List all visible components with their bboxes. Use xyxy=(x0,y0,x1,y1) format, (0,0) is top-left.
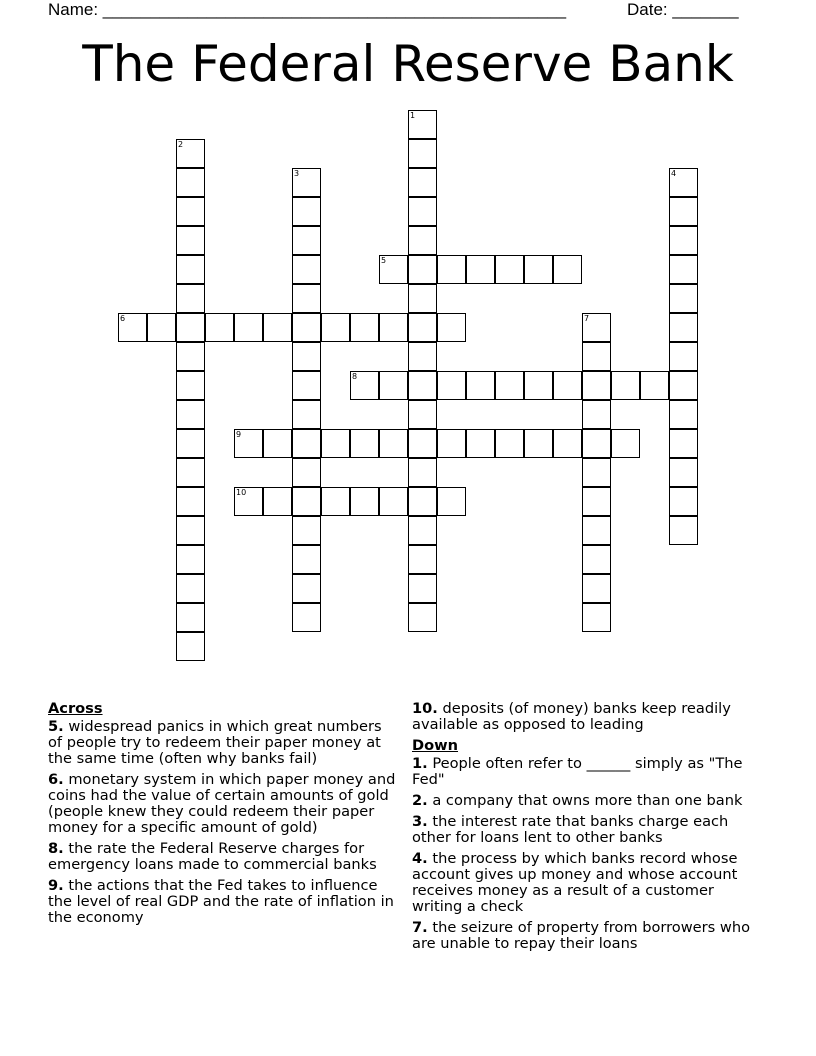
crossword-cell[interactable] xyxy=(669,226,698,255)
crossword-cell[interactable] xyxy=(582,516,611,545)
crossword-cell[interactable] xyxy=(292,226,321,255)
clue-text: monetary system in which paper money and coins had the value of certain amounts of gold (people knew they could redeem their paper money for a specific amount of gold) xyxy=(48,771,396,836)
crossword-cell[interactable] xyxy=(176,255,205,284)
crossword-cell[interactable] xyxy=(292,487,321,516)
crossword-cell[interactable] xyxy=(437,487,466,516)
crossword-cell[interactable] xyxy=(466,371,495,400)
clue-down-7 xyxy=(412,920,757,952)
clues-left-column xyxy=(48,701,400,931)
crossword-cell[interactable] xyxy=(263,429,292,458)
crossword-cell[interactable] xyxy=(176,545,205,574)
crossword-cell[interactable] xyxy=(524,255,553,284)
crossword-cell[interactable] xyxy=(176,603,205,632)
clue-number: 7. xyxy=(412,919,428,936)
crossword-cell[interactable] xyxy=(553,371,582,400)
clue-number-label: 5 xyxy=(381,256,387,265)
crossword-cell[interactable] xyxy=(611,371,640,400)
clue-text: deposits (of money) banks keep readily available as opposed to leading xyxy=(412,700,731,733)
crossword-cell[interactable] xyxy=(147,313,176,342)
crossword-cell[interactable] xyxy=(495,371,524,400)
crossword-cell[interactable] xyxy=(669,371,698,400)
crossword-cell[interactable] xyxy=(234,313,263,342)
crossword-cell[interactable] xyxy=(292,545,321,574)
clue-text: the interest rate that banks charge each other for loans lent to other banks xyxy=(412,813,729,846)
crossword-cell[interactable] xyxy=(408,255,437,284)
crossword-cell[interactable] xyxy=(553,255,582,284)
crossword-cell[interactable] xyxy=(205,313,234,342)
crossword-cell[interactable] xyxy=(176,574,205,603)
crossword-cell[interactable] xyxy=(669,284,698,313)
clue-number: 6. xyxy=(48,771,64,788)
crossword-cell[interactable] xyxy=(437,313,466,342)
clue-number-label: 4 xyxy=(671,169,677,178)
crossword-cell[interactable] xyxy=(408,284,437,313)
clue-text: the actions that the Fed takes to influence the level of real GDP and the rate of inflation in the economy xyxy=(48,877,394,926)
clue-down-1 xyxy=(412,756,757,788)
crossword-cell[interactable] xyxy=(669,429,698,458)
clue-number: 9. xyxy=(48,877,64,894)
crossword-cell[interactable] xyxy=(553,429,582,458)
crossword-cell[interactable] xyxy=(669,255,698,284)
crossword-cell[interactable] xyxy=(408,574,437,603)
crossword-cell[interactable] xyxy=(292,574,321,603)
crossword-cell[interactable] xyxy=(669,342,698,371)
crossword-cell[interactable] xyxy=(582,487,611,516)
crossword-cell[interactable] xyxy=(176,632,205,661)
clues-right-column xyxy=(412,701,757,957)
crossword-cell[interactable] xyxy=(582,458,611,487)
clue-across-8 xyxy=(48,841,400,873)
crossword-cell[interactable] xyxy=(582,371,611,400)
crossword-cell[interactable] xyxy=(582,342,611,371)
clue-number-label: 10 xyxy=(236,488,247,497)
crossword-cell[interactable] xyxy=(582,429,611,458)
crossword-cell[interactable] xyxy=(176,400,205,429)
crossword-cell[interactable] xyxy=(466,429,495,458)
clue-text: the rate the Federal Reserve charges for emergency loans made to commercial banks xyxy=(48,840,377,873)
crossword-cell[interactable] xyxy=(408,168,437,197)
crossword-cell[interactable] xyxy=(176,487,205,516)
clue-number-label: 1 xyxy=(410,111,416,120)
clue-down-2 xyxy=(412,793,757,809)
crossword-cell[interactable] xyxy=(379,429,408,458)
crossword-cell[interactable] xyxy=(379,313,408,342)
clue-text: the process by which banks record whose account gives up money and whose account receives money as a result of a customer writing a check xyxy=(412,850,738,915)
crossword-cell[interactable] xyxy=(263,487,292,516)
crossword-cell[interactable] xyxy=(292,342,321,371)
crossword-cell[interactable] xyxy=(669,400,698,429)
crossword-cell[interactable] xyxy=(640,371,669,400)
crossword-cell[interactable] xyxy=(408,487,437,516)
crossword-cell[interactable] xyxy=(408,516,437,545)
crossword-cell[interactable] xyxy=(379,487,408,516)
crossword-cell[interactable] xyxy=(292,284,321,313)
crossword-cell[interactable] xyxy=(408,458,437,487)
clue-number: 5. xyxy=(48,718,64,735)
crossword-cell[interactable] xyxy=(669,516,698,545)
date-line[interactable]: Date: _______ xyxy=(627,0,739,19)
crossword-cell[interactable] xyxy=(582,545,611,574)
crossword-cell[interactable] xyxy=(437,429,466,458)
crossword-cell[interactable] xyxy=(176,313,205,342)
clue-down-3 xyxy=(412,814,757,846)
crossword-cell[interactable] xyxy=(408,226,437,255)
crossword-cell[interactable] xyxy=(408,400,437,429)
crossword-cell[interactable] xyxy=(350,487,379,516)
crossword-cell[interactable] xyxy=(292,516,321,545)
crossword-cell[interactable] xyxy=(466,255,495,284)
crossword-cell[interactable] xyxy=(321,487,350,516)
clue-across-5 xyxy=(48,719,400,767)
crossword-cell[interactable] xyxy=(495,429,524,458)
clue-number: 4. xyxy=(412,850,428,867)
crossword-cell[interactable] xyxy=(292,255,321,284)
crossword-cell[interactable] xyxy=(292,458,321,487)
clue-across-9 xyxy=(48,878,400,926)
clue-number-label: 6 xyxy=(120,314,126,323)
crossword-cell[interactable] xyxy=(408,371,437,400)
crossword-cell[interactable] xyxy=(350,313,379,342)
clue-number-label: 7 xyxy=(584,314,590,323)
crossword-cell[interactable] xyxy=(292,371,321,400)
crossword-cell[interactable] xyxy=(292,197,321,226)
crossword-cell[interactable] xyxy=(495,255,524,284)
crossword-cell[interactable] xyxy=(408,429,437,458)
crossword-cell[interactable] xyxy=(176,168,205,197)
crossword-cell[interactable] xyxy=(176,371,205,400)
crossword-cell[interactable] xyxy=(611,429,640,458)
crossword-cell[interactable] xyxy=(408,139,437,168)
crossword-cell[interactable] xyxy=(292,603,321,632)
clue-number: 2. xyxy=(412,792,428,809)
clue-number-label: 9 xyxy=(236,430,242,439)
crossword-cell[interactable] xyxy=(321,313,350,342)
crossword-cell[interactable] xyxy=(176,284,205,313)
clue-number-label: 2 xyxy=(178,140,184,149)
crossword-cell[interactable] xyxy=(408,603,437,632)
crossword-cell[interactable] xyxy=(582,574,611,603)
clue-number-label: 8 xyxy=(352,372,358,381)
crossword-cell[interactable] xyxy=(350,429,379,458)
crossword-cell[interactable] xyxy=(379,371,408,400)
clue-number: 8. xyxy=(48,840,64,857)
crossword-cell[interactable] xyxy=(176,342,205,371)
crossword-cell[interactable] xyxy=(176,458,205,487)
clue-number: 3. xyxy=(412,813,428,830)
name-line[interactable]: Name: _________________________________________________ xyxy=(48,0,567,19)
across-heading: Across xyxy=(48,700,103,717)
crossword-cell[interactable] xyxy=(263,313,292,342)
crossword-cell[interactable] xyxy=(582,400,611,429)
crossword-cell[interactable] xyxy=(669,313,698,342)
crossword-cell[interactable] xyxy=(408,342,437,371)
crossword-cell[interactable] xyxy=(176,429,205,458)
crossword-cell[interactable] xyxy=(292,429,321,458)
crossword-cell[interactable] xyxy=(582,603,611,632)
down-heading: Down xyxy=(412,737,459,754)
clue-number: 10. xyxy=(412,700,438,717)
clue-across-10 xyxy=(412,701,757,733)
crossword-cell[interactable] xyxy=(437,255,466,284)
crossword-cell[interactable] xyxy=(669,487,698,516)
page-title: The Federal Reserve Bank xyxy=(82,35,734,93)
crossword-cell[interactable] xyxy=(176,516,205,545)
crossword-cell[interactable] xyxy=(437,371,466,400)
crossword-cell[interactable] xyxy=(524,371,553,400)
crossword-cell[interactable] xyxy=(669,458,698,487)
crossword-cell[interactable] xyxy=(176,197,205,226)
crossword-cell[interactable] xyxy=(176,226,205,255)
clue-number-label: 3 xyxy=(294,169,300,178)
clue-down-4 xyxy=(412,851,757,915)
clue-across-6 xyxy=(48,772,400,836)
crossword-cell[interactable] xyxy=(292,313,321,342)
clue-text: People often refer to ______ simply as "The Fed" xyxy=(412,755,743,788)
crossword-cell[interactable] xyxy=(408,197,437,226)
clue-number: 1. xyxy=(412,755,428,772)
crossword-cell[interactable] xyxy=(669,197,698,226)
crossword-cell[interactable] xyxy=(292,400,321,429)
crossword-cell[interactable] xyxy=(524,429,553,458)
crossword-cell[interactable] xyxy=(408,545,437,574)
clue-text: the seizure of property from borrowers who are unable to repay their loans xyxy=(412,919,751,952)
crossword-cell[interactable] xyxy=(408,313,437,342)
crossword-cell[interactable] xyxy=(321,429,350,458)
clue-text: a company that owns more than one bank xyxy=(432,792,743,809)
clue-text: widespread panics in which great numbers of people try to redeem their paper money at the same time (often why banks fail) xyxy=(48,718,382,767)
